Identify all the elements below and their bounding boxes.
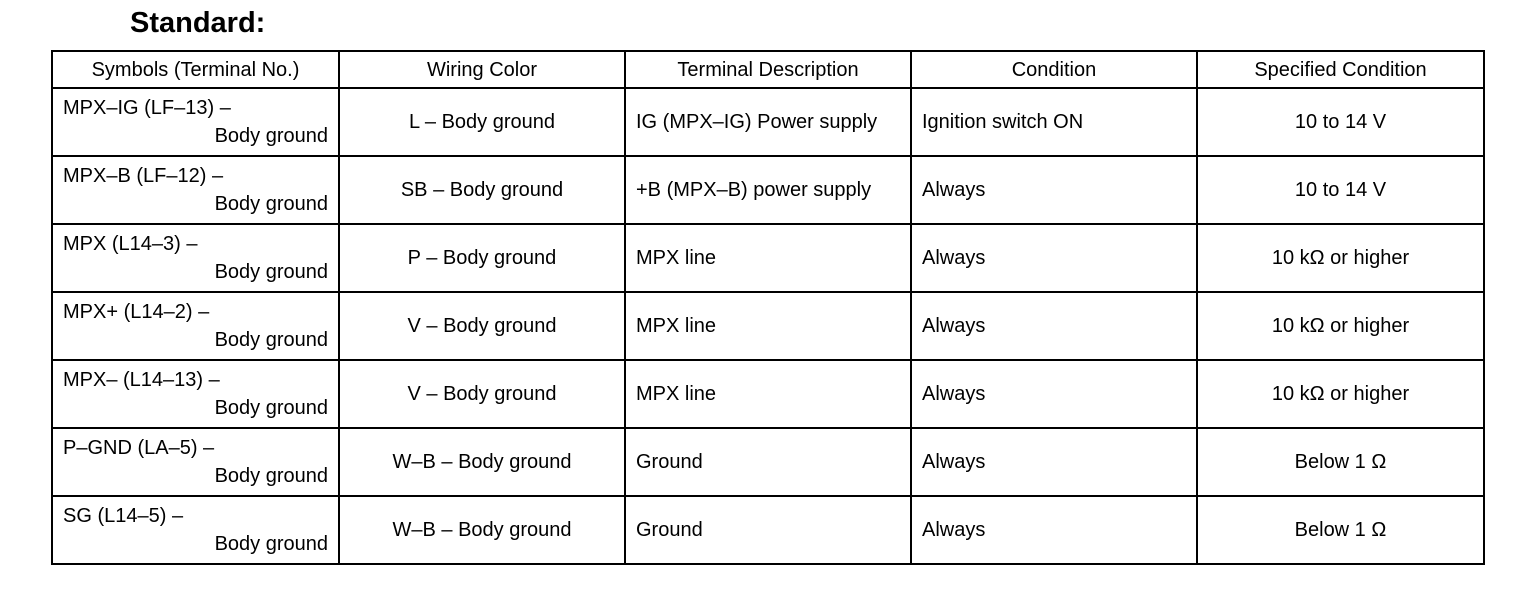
symbol-ground: Body ground — [214, 193, 328, 215]
symbol-ground: Body ground — [214, 533, 328, 555]
symbol-ground: Body ground — [214, 329, 328, 351]
cell-specified-condition: 10 to 14 V — [1197, 88, 1484, 156]
cell-wiring-color: V – Body ground — [339, 360, 625, 428]
column-header-specified-condition: Specified Condition — [1197, 51, 1484, 88]
cell-condition: Ignition switch ON — [911, 88, 1197, 156]
cell-symbol — [52, 428, 339, 496]
symbol-terminal: MPX+ (L14–2) – — [63, 301, 210, 323]
cell-specified-condition: Below 1 Ω — [1197, 496, 1484, 564]
cell-terminal-description: Ground — [625, 496, 911, 564]
cell-specified-condition: 10 kΩ or higher — [1197, 224, 1484, 292]
cell-wiring-color: W–B – Body ground — [339, 428, 625, 496]
symbol-terminal: MPX (L14–3) – — [63, 233, 198, 255]
table-row — [52, 156, 1484, 224]
cell-wiring-color: W–B – Body ground — [339, 496, 625, 564]
symbol-terminal: MPX–B (LF–12) – — [63, 165, 224, 187]
symbol-terminal: SG (L14–5) – — [63, 505, 184, 527]
cell-symbol — [52, 224, 339, 292]
table-row — [52, 292, 1484, 360]
cell-symbol — [52, 156, 339, 224]
cell-condition: Always — [911, 292, 1197, 360]
cell-specified-condition: Below 1 Ω — [1197, 428, 1484, 496]
symbol-terminal: P–GND (LA–5) – — [63, 437, 215, 459]
cell-terminal-description: MPX line — [625, 224, 911, 292]
symbol-ground: Body ground — [214, 465, 328, 487]
column-header-terminal-description: Terminal Description — [625, 51, 911, 88]
cell-condition: Always — [911, 428, 1197, 496]
cell-terminal-description: Ground — [625, 428, 911, 496]
cell-wiring-color: P – Body ground — [339, 224, 625, 292]
page-heading: Standard: — [130, 7, 266, 39]
column-header-symbols: Symbols (Terminal No.) — [52, 51, 339, 88]
table-row — [52, 496, 1484, 564]
table-row — [52, 88, 1484, 156]
cell-wiring-color: L – Body ground — [339, 88, 625, 156]
cell-condition: Always — [911, 224, 1197, 292]
cell-symbol — [52, 292, 339, 360]
cell-symbol — [52, 496, 339, 564]
symbol-ground: Body ground — [214, 125, 328, 147]
symbol-terminal: MPX–IG (LF–13) – — [63, 97, 231, 119]
symbol-ground: Body ground — [214, 397, 328, 419]
cell-terminal-description: +B (MPX–B) power supply — [625, 156, 911, 224]
cell-wiring-color: SB – Body ground — [339, 156, 625, 224]
cell-specified-condition: 10 kΩ or higher — [1197, 360, 1484, 428]
cell-specified-condition: 10 to 14 V — [1197, 156, 1484, 224]
cell-symbol — [52, 360, 339, 428]
symbol-terminal: MPX– (L14–13) – — [63, 369, 220, 391]
cell-terminal-description: MPX line — [625, 360, 911, 428]
terminal-spec-table — [51, 50, 1485, 565]
cell-terminal-description: MPX line — [625, 292, 911, 360]
symbol-ground: Body ground — [214, 261, 328, 283]
column-header-condition: Condition — [911, 51, 1197, 88]
table-row — [52, 224, 1484, 292]
cell-wiring-color: V – Body ground — [339, 292, 625, 360]
column-header-wiring-color: Wiring Color — [339, 51, 625, 88]
cell-terminal-description: IG (MPX–IG) Power supply — [625, 88, 911, 156]
cell-specified-condition: 10 kΩ or higher — [1197, 292, 1484, 360]
table-row — [52, 428, 1484, 496]
cell-condition: Always — [911, 156, 1197, 224]
cell-condition: Always — [911, 496, 1197, 564]
table-header-row — [52, 51, 1484, 88]
cell-condition: Always — [911, 360, 1197, 428]
cell-symbol — [52, 88, 339, 156]
table-row — [52, 360, 1484, 428]
